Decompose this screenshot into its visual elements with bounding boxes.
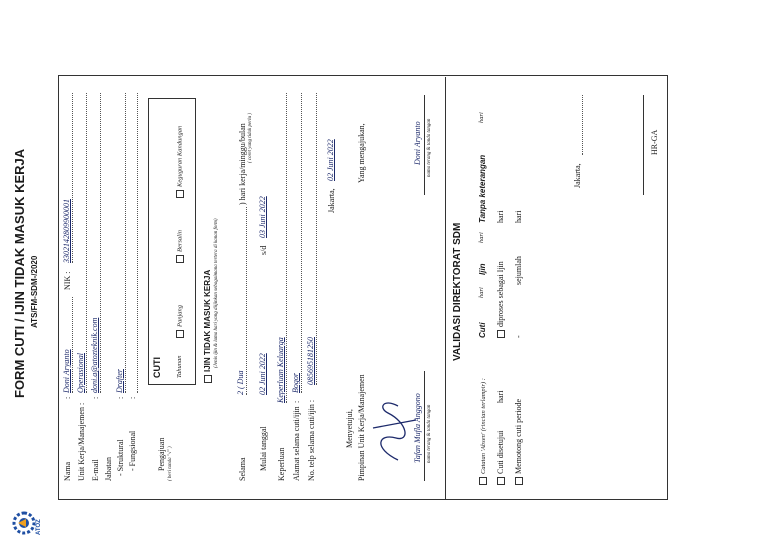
fill-line (246, 207, 247, 395)
dash-sep: - (514, 335, 523, 338)
pengajuan-label: Pengajuan (157, 437, 166, 471)
place-date-label: Jakarta, (327, 188, 336, 213)
disetujui-label: Cuti disetujui (496, 430, 505, 474)
catatan-label: Catatan 'Absen' (rincian terlampir) : (480, 378, 487, 474)
nama-value: Doni Aryanto (62, 349, 71, 393)
fill-line (100, 93, 101, 393)
selama-value: 2 ( Dua (236, 370, 245, 395)
sign-line (424, 95, 425, 195)
alamat-value: Bogor (291, 373, 300, 393)
fill-line (72, 93, 73, 263)
validasi-title: VALIDASI DIREKTORAT SDM (452, 222, 463, 361)
alamat-label: Alamat selama cuti/ijin (292, 406, 301, 481)
hari-4: hari (496, 390, 505, 403)
fungsional-label: - Fungsional (128, 430, 137, 471)
pimpinan-label: Pimpinan Unit Kerja/Manajemen (357, 374, 366, 481)
fill-line (286, 93, 287, 403)
struktural-label: - Struktural (116, 439, 125, 476)
colon: : (63, 396, 72, 399)
opt-panjang-label: Panjang (176, 304, 184, 327)
hari-1: hari (478, 287, 485, 298)
ijin-option[interactable] (203, 270, 212, 383)
sign-line (424, 371, 425, 481)
selama-unit: ) hari kerja/minggu/bulan (238, 123, 247, 205)
opt-bersalin[interactable] (176, 230, 184, 263)
checkbox[interactable] (479, 477, 487, 485)
mulai-value: 02 Juni 2022 (258, 353, 267, 395)
pemohon-name: Doni Aryanto (413, 121, 422, 165)
colon: : (116, 396, 125, 399)
checkbox[interactable] (204, 375, 212, 383)
colon: : (91, 396, 100, 399)
logo-text: ATOZ (36, 519, 42, 535)
nama-label: Nama (63, 461, 72, 481)
unit-label: Unit Kerja/Manajemen : (77, 402, 86, 481)
diproses-option[interactable] (496, 261, 505, 338)
cuti-title: CUTI (152, 357, 162, 378)
opt-bersalin-label: Bersalin (176, 229, 184, 252)
hari-6: hari (514, 210, 523, 223)
mulai-label: Mulai tanggal (259, 426, 268, 471)
opt-tahunan[interactable] (176, 355, 183, 378)
menyetujui-label: Menyetujui, (345, 409, 354, 448)
fill-line (137, 93, 138, 393)
keperluan-label: Keperluan (277, 447, 286, 481)
signature-pimpinan-icon (368, 388, 418, 468)
coret-note: ( coret yang tidak perlu ) (248, 113, 253, 163)
tanpa-label: Tanpa keterangan (478, 154, 487, 223)
checkbox[interactable] (497, 330, 505, 338)
disetujui-option[interactable] (496, 431, 505, 485)
checkbox[interactable] (176, 190, 184, 198)
opt-kandungan[interactable] (176, 126, 184, 198)
opt-tahunan-label: Tahunan (176, 355, 183, 378)
telp-label: No. telp selama cuti/ijin : (307, 399, 316, 481)
selama-label: Selama (238, 457, 247, 481)
email-value: doni.a@atozteknik.com (90, 317, 99, 393)
memotong-label: Memotong cuti periode (514, 398, 523, 474)
validasi-place: Jakarta, (573, 163, 582, 188)
ijin-title: IJIN TIDAK MASUK KERJA (203, 269, 212, 372)
jabatan-label: Jabatan (104, 457, 113, 481)
pengajuan-hint: ( beri tanda "√" ) (168, 446, 173, 481)
fill-line (72, 297, 73, 393)
opt-kandungan-label: Keguguran Kandungan (176, 125, 184, 187)
fill-line (316, 93, 317, 385)
hari-2: hari (478, 232, 485, 243)
struktural-value: Drafter (115, 369, 124, 393)
section-divider (445, 77, 446, 500)
fill-line (125, 93, 126, 393)
catatan-option[interactable] (478, 378, 487, 485)
ttd-note-1: nama terang & tanda tangan (427, 404, 432, 463)
sd-value: 03 Juni 2022 (258, 196, 267, 238)
unit-value: Operasional (76, 353, 85, 393)
checkbox[interactable] (515, 477, 523, 485)
colon: : (292, 400, 301, 403)
form-title: FORM CUTI / IJIN TIDAK MASUK KERJA (12, 148, 27, 398)
checkbox[interactable] (176, 255, 184, 263)
checkbox[interactable] (176, 330, 184, 338)
fill-line (86, 93, 87, 393)
pemohon-label: Yang mengajukan, (357, 123, 366, 183)
telp-value: 085695181250 (306, 337, 315, 385)
hrga-label: HR-GA (650, 129, 659, 155)
form-code: ATS/FM-SDM-/2020 (30, 255, 39, 328)
hari-5: hari (496, 210, 505, 223)
place-date-value: 02 Juni 2022 (326, 139, 335, 181)
ijin-label: Ijin (478, 263, 487, 275)
pimpinan-name: Tafan Mufla Anggono (413, 393, 422, 463)
opt-panjang[interactable] (176, 305, 184, 338)
email-label: E-mail (91, 459, 100, 481)
hari-3: hari (478, 112, 485, 123)
ijin-note: (Jenis ijin & lama hari yang diijinkan sebagaimana tertera di kanan form) (214, 218, 219, 368)
colon: : (128, 396, 137, 399)
diproses-label: diproses sebagai Ijin (496, 261, 505, 327)
checkbox[interactable] (497, 477, 505, 485)
memotong-option[interactable] (514, 399, 523, 485)
cuti-box (148, 98, 196, 385)
fill-line (582, 95, 583, 155)
sign-line (643, 95, 644, 195)
fill-line (301, 93, 302, 393)
keperluan-value: Keperluan Keluarga (276, 337, 285, 403)
sd-label: s/d (259, 245, 268, 255)
nik-value: 3302142809900001 (62, 199, 71, 263)
nik-label: NIK : (63, 271, 72, 290)
ttd-note-2: nama terang & tanda tangan (427, 118, 432, 177)
atoz-logo-icon (10, 508, 50, 538)
cuti-label: Cuti (478, 322, 487, 338)
sejumlah-label: sejumlah (514, 256, 523, 285)
